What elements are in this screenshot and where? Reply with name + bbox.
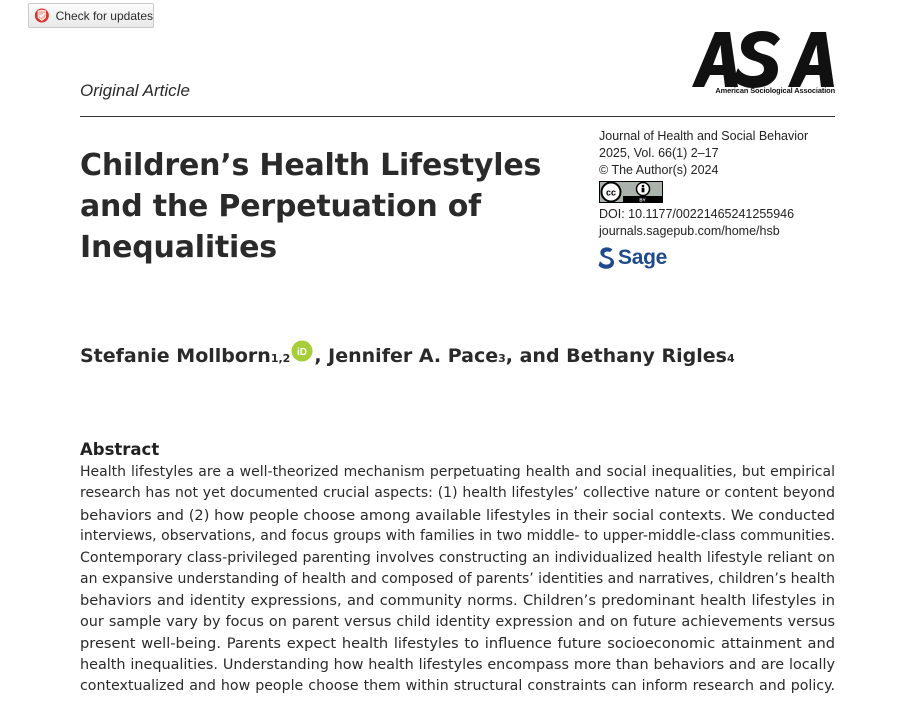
journal-name: Journal of Health and Social Behavior	[599, 129, 809, 143]
abstract-line: interviews, observations, and focus groups with families in two middle- to upper-middle-class communities.	[80, 528, 835, 545]
abstract-line: research has not yet documented crucial aspects: (1) health lifestyles’ collective nature or content beyond	[80, 485, 835, 502]
author-separator: ,	[314, 345, 329, 367]
author-affiliation: 1,2	[270, 352, 291, 365]
abstract-line: an expansive understanding of health and composed of parents’ identities and narratives, children’s health	[80, 571, 835, 588]
asa-logo	[692, 30, 835, 95]
abstract-line: behaviors and (2) how people choose among available lifestyles in their social contexts. We conducted	[80, 506, 835, 524]
check-for-updates-icon	[34, 7, 50, 24]
article-title: Children’s Health Lifestyles and the Perpetuation of Inequalities	[80, 148, 542, 265]
orcid-icon[interactable]	[291, 340, 313, 362]
association-name: American Sociological Association	[715, 86, 835, 95]
abstract-body	[80, 462, 835, 697]
abstract-line: present well-being. Parents expect health lifestyles to influence future socioeconomic attainment and	[80, 635, 835, 653]
sage-logo	[598, 246, 667, 270]
check-for-updates-label: Check for updates	[55, 8, 153, 23]
svg-text:cc: cc	[605, 187, 617, 198]
author-name[interactable]: Bethany Rigles	[566, 345, 727, 367]
author-affiliation: 3	[498, 352, 506, 365]
abstract-line: Contemporary class-privileged parenting involves constructing an individualized health lifestyle reliant on	[80, 549, 835, 566]
author-name[interactable]: Jennifer A. Pace	[328, 345, 499, 367]
asa-logo-mark	[692, 30, 835, 88]
journal-meta	[599, 128, 808, 240]
journal-url[interactable]: journals.sagepub.com/home/hsb	[599, 224, 780, 238]
header-divider	[80, 116, 835, 117]
abstract-heading: Abstract	[80, 440, 160, 459]
copyright: © The Author(s) 2024	[599, 163, 719, 177]
author-list	[80, 340, 735, 367]
abstract-line: behaviors and identity expressions, and community norms. Children’s predominant health lifestyles in	[80, 592, 835, 610]
doi-link[interactable]: DOI: 10.1177/00221465241255946	[599, 207, 795, 221]
abstract-line: our sample vary by focus on parent versus child identity expression and on future achievements versus	[80, 613, 835, 630]
author-name[interactable]: Stefanie Mollborn	[80, 345, 271, 367]
author-separator: , and	[505, 345, 567, 367]
journal-volume: 2025, Vol. 66(1) 2–17	[599, 146, 719, 160]
cc-by-icon[interactable]	[599, 181, 663, 203]
article-type: Original Article	[80, 81, 190, 100]
sage-s-icon	[598, 246, 615, 270]
sage-wordmark: Sage	[618, 246, 667, 269]
author-affiliation: 4	[726, 352, 735, 365]
abstract-line: contextualized and how people choose them within structural constraints can inform research and policy.	[80, 678, 835, 695]
abstract-line: health inequalities. Understanding how health lifestyles encompass more than behaviors and are locally	[80, 656, 835, 673]
svg-text:iD: iD	[297, 347, 308, 358]
check-for-updates-button[interactable]	[28, 3, 154, 28]
abstract-line: Health lifestyles are a well-theorized mechanism perpetuating health and social inequalities, but empirical	[80, 464, 835, 480]
svg-text:BY: BY	[639, 197, 646, 203]
